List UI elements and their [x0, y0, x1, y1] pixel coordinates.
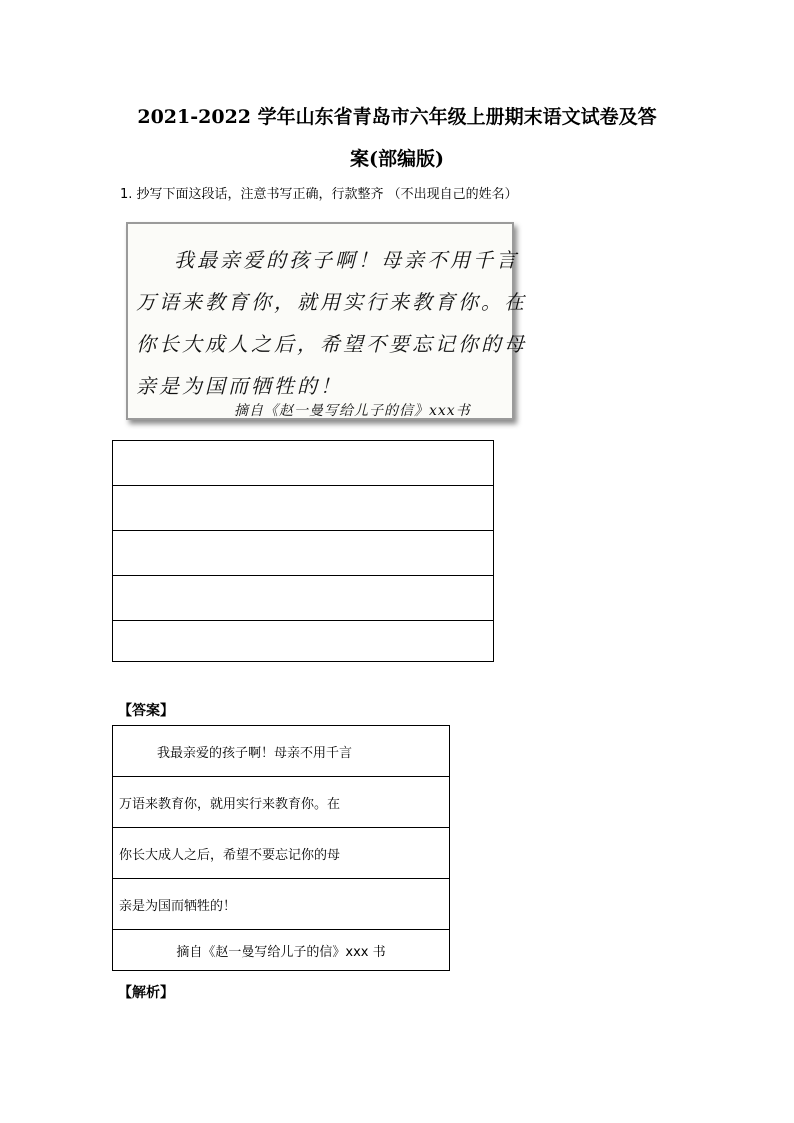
page-title-line2: 案(部编版): [350, 148, 444, 170]
question-1-prompt: 1. 抄写下面这段话，注意书写正确，行款整齐 （不出现自己的姓名）: [120, 187, 518, 202]
answer-row: 我最亲爱的孩子啊！母亲不用千言: [113, 726, 450, 777]
answer-row: 亲是为国而牺牲的！: [113, 879, 450, 930]
answer-table: [112, 725, 450, 971]
handwriting-line-4: 亲是为国而牺牲的！: [136, 374, 343, 398]
page-title-line1: 2021-2022 学年山东省青岛市六年级上册期末语文试卷及答: [137, 106, 657, 128]
writing-row[interactable]: [113, 441, 494, 486]
copy-writing-grid: [112, 440, 494, 662]
answer-row: 你长大成人之后，希望不要忘记你的母: [113, 828, 450, 879]
analysis-label: 【解析】: [118, 985, 174, 1001]
writing-row[interactable]: [113, 531, 494, 576]
handwriting-line-3: 你长大成人之后，希望不要忘记你的母: [136, 332, 527, 356]
writing-row[interactable]: [113, 486, 494, 531]
writing-row[interactable]: [113, 576, 494, 621]
handwriting-source: 摘自《赵一曼写给儿子的信》xxx书: [234, 403, 471, 419]
handwriting-line-1: 我最亲爱的孩子啊！母亲不用千言: [174, 248, 519, 272]
answer-row: 万语来教育你，就用实行来教育你。在: [113, 777, 450, 828]
writing-row[interactable]: [113, 621, 494, 662]
handwriting-line-2: 万语来教育你，就用实行来教育你。在: [136, 290, 527, 314]
answer-row: 摘自《赵一曼写给儿子的信》xxx 书: [113, 930, 450, 971]
answer-label: 【答案】: [118, 703, 174, 719]
handwriting-sample-image: [126, 222, 527, 420]
